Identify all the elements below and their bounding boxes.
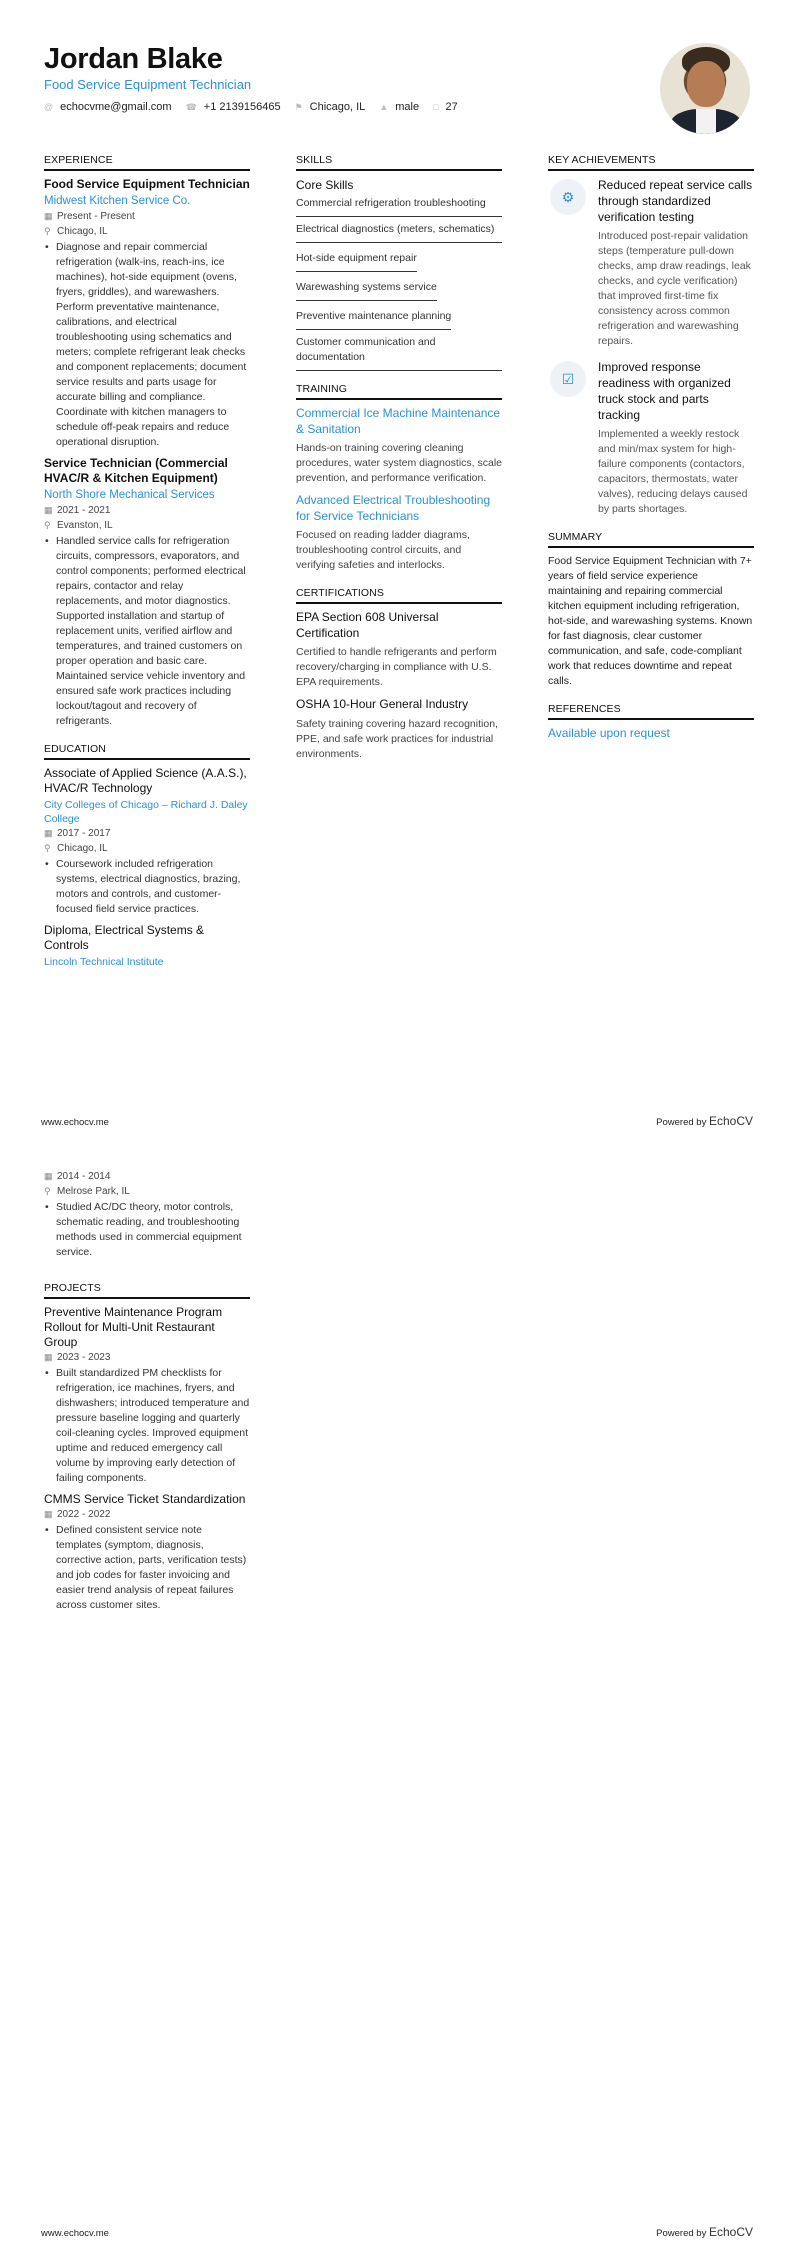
certification-title: OSHA 10-Hour General Industry bbox=[296, 697, 469, 711]
phone-icon: ☎ bbox=[185, 101, 197, 112]
summary-text: Food Service Equipment Technician with 7+ years of field service experience maintaining and repairing commercial kitchen equipment including refrigeration, hot-side, and warewashing systems. Known for fast diagnosis, clear customer communication, and safe, code-compliant work that reduces downtime and repeat calls. bbox=[548, 555, 753, 687]
phone-value: +1 2139156465 bbox=[203, 101, 281, 113]
footer-brand[interactable]: EchoCV bbox=[708, 2225, 753, 2239]
job-dates: ▦ 2021 - 2021 bbox=[44, 505, 111, 516]
skill-item: Warewashing systems service bbox=[296, 280, 437, 301]
skill-item: Electrical diagnostics (meters, schematics) bbox=[296, 222, 502, 243]
location-pin-icon: ⚑ bbox=[294, 101, 303, 112]
job-location: ⚲ Chicago, IL bbox=[44, 226, 108, 237]
experience-entry bbox=[44, 177, 250, 450]
education-entry bbox=[44, 766, 250, 917]
achievement-item bbox=[548, 359, 754, 517]
contact-bar bbox=[44, 101, 472, 113]
bullet-item: • Handled service calls for refrigeration circuits, compressors, evaporators, and control components; performed electrical repairs, contactor and relay replacements, and motor diagnostics. Supported installation and startup of replacement units, verified airflow and temperatures, and trained customers on proper operation and basic care. Maintained service vehicle inventory and ensured safe work practices including lockout/tagout and recovery of refrigerants. bbox=[44, 534, 250, 729]
section-title-training: TRAINING bbox=[296, 383, 502, 400]
company-name: North Shore Mechanical Services bbox=[44, 489, 215, 501]
skill-item: Commercial refrigeration troubleshooting bbox=[296, 196, 502, 217]
education-dates: ▦ 2017 - 2017 bbox=[44, 828, 111, 839]
calendar-icon: □ bbox=[433, 102, 439, 112]
job-location: ⚲ Evanston, IL bbox=[44, 520, 113, 531]
achievement-title: Reduced repeat service calls through standardized verification testing bbox=[598, 178, 753, 224]
training-title: Commercial Ice Machine Maintenance & Sanitation bbox=[296, 406, 501, 436]
education-bullets bbox=[44, 1200, 250, 1260]
education-location: ⚲ Melrose Park, IL bbox=[44, 1186, 130, 1197]
project-bullets bbox=[44, 1366, 250, 1486]
right-column bbox=[548, 154, 754, 740]
resume-header bbox=[44, 42, 472, 113]
contact-email[interactable] bbox=[44, 101, 172, 113]
training-description: Hands-on training covering cleaning procedures, water system diagnostics, scale prevention, and performance verification. bbox=[296, 442, 503, 484]
left-column-continued bbox=[44, 1169, 250, 1619]
section-title-projects: PROJECTS bbox=[44, 1282, 250, 1299]
school-name: City Colleges of Chicago – Richard J. Daley College bbox=[44, 799, 248, 825]
degree-title: Associate of Applied Science (A.A.S.), HVAC/R Technology bbox=[44, 766, 247, 795]
person-icon: ▲ bbox=[379, 102, 389, 112]
contact-phone[interactable] bbox=[186, 101, 281, 113]
skill-group-title: Core Skills bbox=[296, 178, 354, 192]
training-title: Advanced Electrical Troubleshooting for Service Technicians bbox=[296, 493, 491, 523]
at-icon: @ bbox=[44, 102, 54, 112]
contact-location bbox=[295, 101, 366, 113]
location-value: Chicago, IL bbox=[309, 101, 366, 113]
experience-entry bbox=[44, 456, 250, 729]
education-entry bbox=[44, 923, 250, 969]
location-pin-icon: ⚲ bbox=[44, 1186, 51, 1196]
training-description: Focused on reading ladder diagrams, troubleshooting control circuits, and verifying safeties and interlocks. bbox=[296, 529, 470, 571]
education-location: ⚲ Chicago, IL bbox=[44, 843, 108, 854]
job-dates: ▦ Present - Present bbox=[44, 211, 135, 222]
project-dates: ▦ 2023 - 2023 bbox=[44, 1352, 111, 1363]
footer-powered-by: Powered by EchoCV bbox=[656, 1114, 753, 1128]
achievement-description: Implemented a weekly restock and min/max system for high-failure components (contactors, capacitors, thermostats, water valves), reducing delays caused by parts shortages. bbox=[598, 428, 748, 515]
project-dates: ▦ 2022 - 2022 bbox=[44, 1509, 111, 1520]
calendar-icon: ▦ bbox=[44, 505, 53, 515]
project-title: CMMS Service Ticket Standardization bbox=[44, 1492, 246, 1506]
footer-brand[interactable]: EchoCV bbox=[708, 1114, 753, 1128]
section-title-experience: EXPERIENCE bbox=[44, 154, 250, 171]
bullet-item: • Studied AC/DC theory, motor controls, schematic reading, and troubleshooting methods used in commercial equipment service. bbox=[44, 1200, 250, 1260]
school-name: Lincoln Technical Institute bbox=[44, 956, 164, 968]
gender-value: male bbox=[395, 101, 420, 113]
project-title: Preventive Maintenance Program Rollout for Multi-Unit Restaurant Group bbox=[44, 1305, 223, 1349]
candidate-title: Food Service Equipment Technician bbox=[44, 77, 252, 92]
section-title-certifications: CERTIFICATIONS bbox=[296, 587, 502, 604]
section-title-achievements: KEY ACHIEVEMENTS bbox=[548, 154, 754, 171]
education-bullets bbox=[44, 857, 250, 917]
section-title-skills: SKILLS bbox=[296, 154, 502, 171]
achievement-description: Introduced post-repair validation steps (temperature pull-down checks, amp draw readings, leak checks, and cycle verification) that improved first-time fix consistency across common refrigeration and warewashing repairs. bbox=[598, 230, 751, 347]
section-title-summary: SUMMARY bbox=[548, 531, 754, 548]
project-entry bbox=[44, 1305, 250, 1486]
clipboard-check-icon: ☑ bbox=[550, 361, 586, 397]
skill-item: Hot-side equipment repair bbox=[296, 251, 417, 272]
footer-site-link[interactable]: www.echocv.me bbox=[41, 1117, 109, 1128]
middle-column bbox=[296, 154, 502, 769]
footer-powered-by: Powered by EchoCV bbox=[656, 2225, 753, 2239]
degree-title: Diploma, Electrical Systems & Controls bbox=[44, 923, 205, 952]
contact-gender bbox=[379, 101, 419, 113]
age-value: 27 bbox=[445, 101, 458, 113]
section-title-references: REFERENCES bbox=[548, 703, 754, 720]
bullet-item: • Built standardized PM checklists for refrigeration, ice machines, fryers, and dishwashers; introduced temperature and pressure baseline logging and quarterly coil-cleaning cycles. Improved equipment uptime and reduced emergency call volume by improving early detection of failing components. bbox=[44, 1366, 250, 1486]
resume-page-2 bbox=[0, 1123, 794, 2246]
certification-title: EPA Section 608 Universal Certification bbox=[296, 610, 439, 640]
calendar-icon: ▦ bbox=[44, 1509, 53, 1519]
bullet-item: • Diagnose and repair commercial refrigeration (walk-ins, reach-ins, ice machines), hot-side equipment (ovens, fryers, griddles), and warewashers. Perform preventative maintenance, calibrations, and electrical troubleshooting using schematics and meters; complete refrigerant leak checks and component replacements; document service results and parts usage for accurate billing and compliance. Coordinate with kitchen managers to schedule off-peak repairs and reduce operational disruption. bbox=[44, 240, 250, 450]
email-value: echocvme@gmail.com bbox=[60, 101, 172, 113]
left-column bbox=[44, 154, 250, 975]
references-text: Available upon request bbox=[548, 726, 670, 740]
job-title: Food Service Equipment Technician bbox=[44, 177, 250, 191]
calendar-icon: ▦ bbox=[44, 1171, 53, 1181]
achievement-title: Improved response readiness with organized truck stock and parts tracking bbox=[598, 360, 731, 422]
certification-description: Certified to handle refrigerants and perform recovery/charging in compliance with U.S. EPA requirements. bbox=[296, 646, 497, 688]
company-name: Midwest Kitchen Service Co. bbox=[44, 195, 191, 207]
calendar-icon: ▦ bbox=[44, 211, 53, 221]
calendar-icon: ▦ bbox=[44, 828, 53, 838]
bullet-item: • Coursework included refrigeration systems, electrical diagnostics, brazing, motors and controls, and customer-focused field service practices. bbox=[44, 857, 250, 917]
calendar-icon: ▦ bbox=[44, 1352, 53, 1362]
job-bullets bbox=[44, 240, 250, 450]
bullet-item: • Defined consistent service note templates (symptom, diagnosis, corrective action, parts, verification tests) and job codes for faster invoicing and easier trend analysis of repeat failures across customer sites. bbox=[44, 1523, 250, 1613]
location-pin-icon: ⚲ bbox=[44, 843, 51, 853]
footer-site-link[interactable]: www.echocv.me bbox=[41, 2228, 109, 2239]
location-pin-icon: ⚲ bbox=[44, 226, 51, 236]
gear-icon: ⚙ bbox=[550, 179, 586, 215]
certification-description: Safety training covering hazard recognition, PPE, and safe work practices for industrial environments. bbox=[296, 717, 498, 760]
job-bullets bbox=[44, 534, 250, 729]
education-entry-continued bbox=[44, 1169, 250, 1260]
section-title-education: EDUCATION bbox=[44, 743, 250, 760]
candidate-name: Jordan Blake bbox=[44, 43, 223, 75]
page-footer bbox=[41, 2225, 753, 2239]
project-bullets bbox=[44, 1523, 250, 1613]
job-title: Service Technician (Commercial HVAC/R & Kitchen Equipment) bbox=[44, 456, 228, 485]
skill-item: Preventive maintenance planning bbox=[296, 309, 451, 330]
profile-photo bbox=[660, 43, 750, 134]
project-entry bbox=[44, 1492, 250, 1613]
skill-item: Customer communication and documentation bbox=[296, 335, 502, 371]
achievement-item bbox=[548, 177, 754, 349]
education-dates: ▦ 2014 - 2014 bbox=[44, 1171, 111, 1182]
location-pin-icon: ⚲ bbox=[44, 520, 51, 530]
contact-age bbox=[433, 101, 458, 113]
